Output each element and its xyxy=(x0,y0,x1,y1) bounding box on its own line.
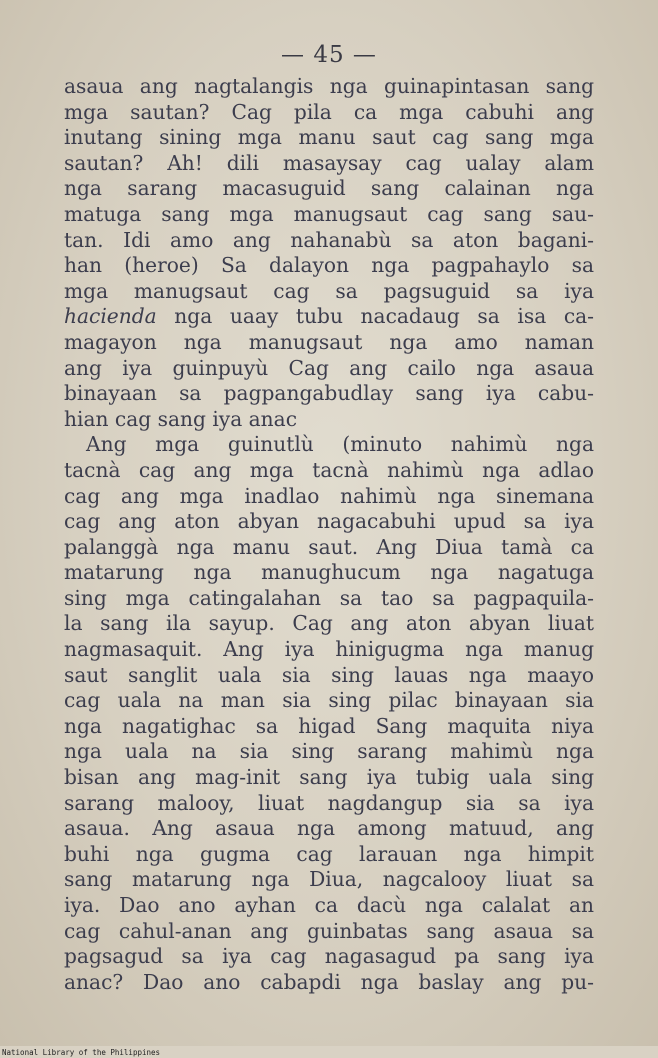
text-line: anac? Dao ano cabapdi nga baslay ang pu- xyxy=(64,969,594,994)
text-line-paragraph-start: Ang mga guinutlù (minuto nahimù nga xyxy=(86,432,594,457)
text-line: asaua ang nagtalangis nga guinapintasan sang xyxy=(64,74,594,98)
text-line: sarang malooy, liuat nagdangup sia sa iya xyxy=(64,790,594,815)
text-line: pagsagud sa iya cag nagasagud pa sang iya xyxy=(64,944,594,969)
text-line: nga uala na sia sing sarang mahimù nga xyxy=(64,739,594,764)
text-line: nga sarang macasuguid sang calainan nga xyxy=(64,176,594,201)
text-line: hian cag sang iya anac xyxy=(64,406,298,431)
text-line: ang iya guinpuyù Cag ang cailo nga asaua xyxy=(64,355,594,380)
text-line: cag cahul-anan ang guinbatas sang asaua sa xyxy=(64,918,594,943)
text-line: han (heroe) Sa dalayon nga pagpahaylo sa xyxy=(64,253,594,278)
text-line: bisan ang mag-init sang iya tubig uala sing xyxy=(64,765,594,790)
line-rest: nga uaay tubu nacadaug sa isa ca- xyxy=(156,304,594,329)
text-line: magayon nga manugsaut nga amo naman xyxy=(64,329,594,354)
text-line: cag uala na man sia sing pilac binayaan sia xyxy=(64,688,594,713)
text-line: palanggà nga manu saut. Ang Diua tamà ca xyxy=(64,534,594,559)
text-line: tacnà cag ang mga tacnà nahimù nga adlao xyxy=(64,457,594,482)
text-line: tan. Idi amo ang nahanabù sa aton bagani- xyxy=(64,227,594,252)
text-line: nga nagatighac sa higad Sang maquita niya xyxy=(64,713,594,738)
text-line: cag ang aton abyan nagacabuhi upud sa iya xyxy=(64,509,594,534)
text-line: nagmasaquit. Ang iya hinigugma nga manug xyxy=(64,637,594,662)
page-number: — 45 — xyxy=(281,42,377,68)
text-line: mga sautan? Cag pila ca mga cabuhi ang xyxy=(64,99,594,124)
text-line: saut sanglit uala sia sing lauas nga maayo xyxy=(64,662,594,687)
text-line: buhi nga gugma cag larauan nga himpit xyxy=(64,841,594,866)
text-line: la sang ila sayup. Cag ang aton abyan liuat xyxy=(64,611,594,636)
text-line: matuga sang mga manugsaut cag sang sau- xyxy=(64,201,594,226)
italic-word: hacienda xyxy=(64,304,157,329)
body-text xyxy=(64,74,594,995)
text-line: cag ang mga inadlao nahimù nga sinemana xyxy=(64,483,594,508)
text-line: matarung nga manughucum nga nagatuga xyxy=(64,560,594,585)
text-line: asaua. Ang asaua nga among matuud, ang xyxy=(64,816,594,841)
text-line: sing mga catingalahan sa tao sa pagpaquila- xyxy=(64,585,594,610)
text-line: sautan? Ah! dili masaysay cag ualay alam xyxy=(64,150,594,175)
text-line-hacienda xyxy=(64,304,594,330)
text-line: inutang sining mga manu saut cag sang mga xyxy=(64,125,594,150)
text-line: mga manugsaut cag sa pagsuguid sa iya xyxy=(64,278,594,303)
text-line: binayaan sa pagpangabudlay sang iya cabu- xyxy=(64,381,594,406)
text-line: sang matarung nga Diua, nagcalooy liuat sa xyxy=(64,867,594,892)
text-line: iya. Dao ano ayhan ca dacù nga calalat an xyxy=(64,893,594,917)
library-footer: National Library of the Philippines xyxy=(2,1048,161,1057)
